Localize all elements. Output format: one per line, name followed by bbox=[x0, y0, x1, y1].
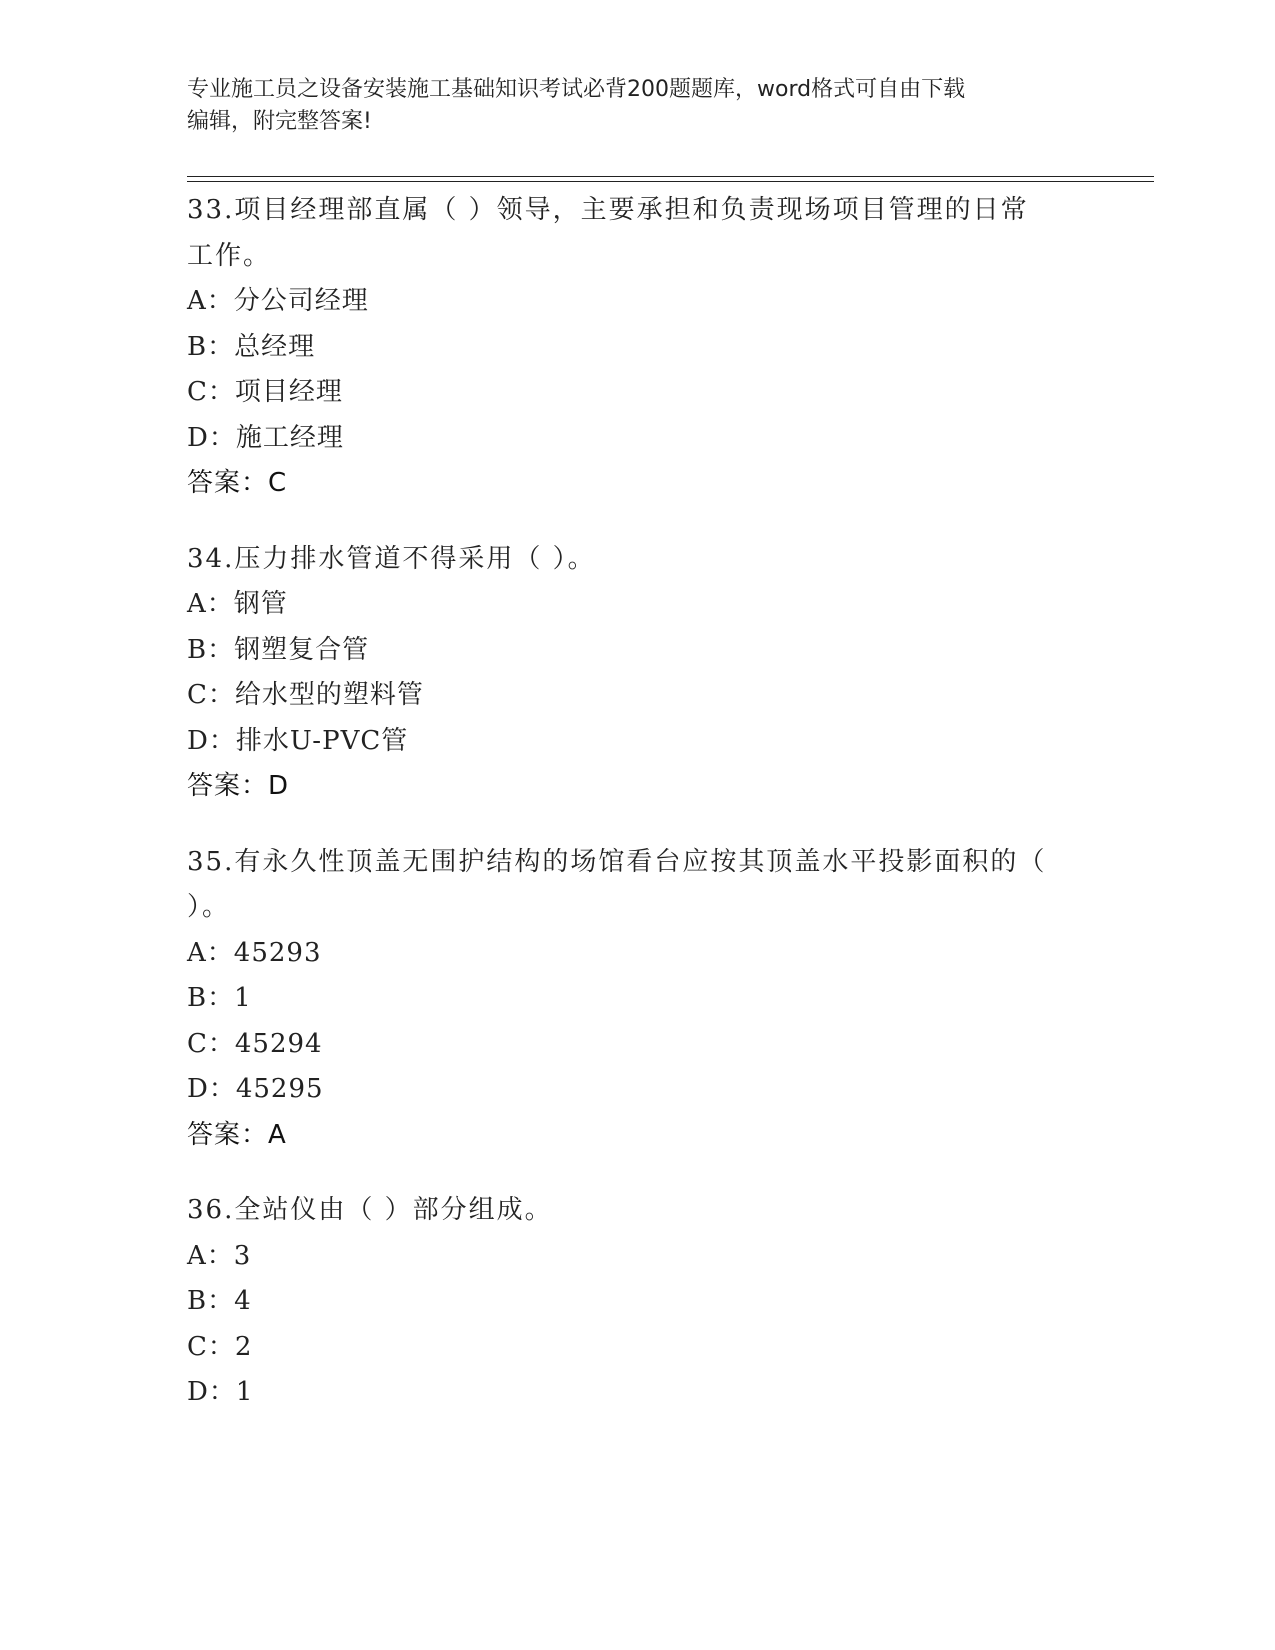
option-a: A：分公司经理 bbox=[187, 286, 369, 316]
question-34 bbox=[187, 537, 1067, 810]
header-rule-thick bbox=[187, 176, 1154, 177]
question-text-line: 33.项目经理部直属（ ）领导，主要承担和负责现场项目管理的日常 bbox=[187, 195, 1029, 225]
option-c: C：给水型的塑料管 bbox=[187, 680, 424, 710]
answer-label: 答案： bbox=[187, 468, 269, 498]
header-line-1: 专业施工员之设备安装施工基础知识考试必背200题题库，word格式可自由下载 bbox=[187, 77, 966, 102]
document-header bbox=[187, 74, 1067, 138]
answer-label: 答案： bbox=[187, 771, 269, 801]
question-list bbox=[187, 188, 1067, 1446]
option-c: C：2 bbox=[187, 1331, 253, 1362]
question-text-line: 工作。 bbox=[187, 240, 272, 271]
header-line-2: 编辑，附完整答案! bbox=[187, 109, 372, 134]
question-33 bbox=[187, 188, 1067, 507]
option-a: A：3 bbox=[187, 1240, 252, 1271]
question-35 bbox=[187, 840, 1067, 1159]
option-a: A：钢管 bbox=[187, 589, 288, 619]
question-text-line: 34.压力排水管道不得采用（ ）。 bbox=[187, 543, 596, 574]
answer-line bbox=[187, 461, 1067, 507]
option-d: D：排水U-PVC管 bbox=[187, 725, 409, 756]
question-text-line: 35.有永久性顶盖无围护结构的场馆看台应按其顶盖水平投影面积的（ bbox=[187, 846, 1047, 877]
question-text-line: 36.全站仪由（ ）部分组成。 bbox=[187, 1195, 553, 1225]
option-d: D：1 bbox=[187, 1377, 254, 1407]
answer-label: 答案： bbox=[187, 1119, 269, 1150]
question-text-line: ）。 bbox=[187, 892, 231, 922]
option-c: C：45294 bbox=[187, 1028, 323, 1059]
option-d: D：45295 bbox=[187, 1074, 324, 1104]
option-a: A：45293 bbox=[187, 937, 322, 968]
answer-line bbox=[187, 1113, 1067, 1159]
option-d: D：施工经理 bbox=[187, 422, 344, 453]
question-36 bbox=[187, 1188, 1067, 1416]
answer-value: C bbox=[268, 468, 287, 498]
answer-value: D bbox=[268, 771, 289, 801]
answer-value: A bbox=[268, 1119, 286, 1150]
option-b: B：总经理 bbox=[187, 331, 316, 362]
answer-line bbox=[187, 764, 1067, 810]
option-b: B：4 bbox=[187, 1286, 252, 1316]
header-rule-thin bbox=[187, 181, 1154, 182]
option-b: B：1 bbox=[187, 983, 252, 1013]
option-c: C：项目经理 bbox=[187, 377, 343, 407]
option-b: B：钢塑复合管 bbox=[187, 634, 370, 665]
